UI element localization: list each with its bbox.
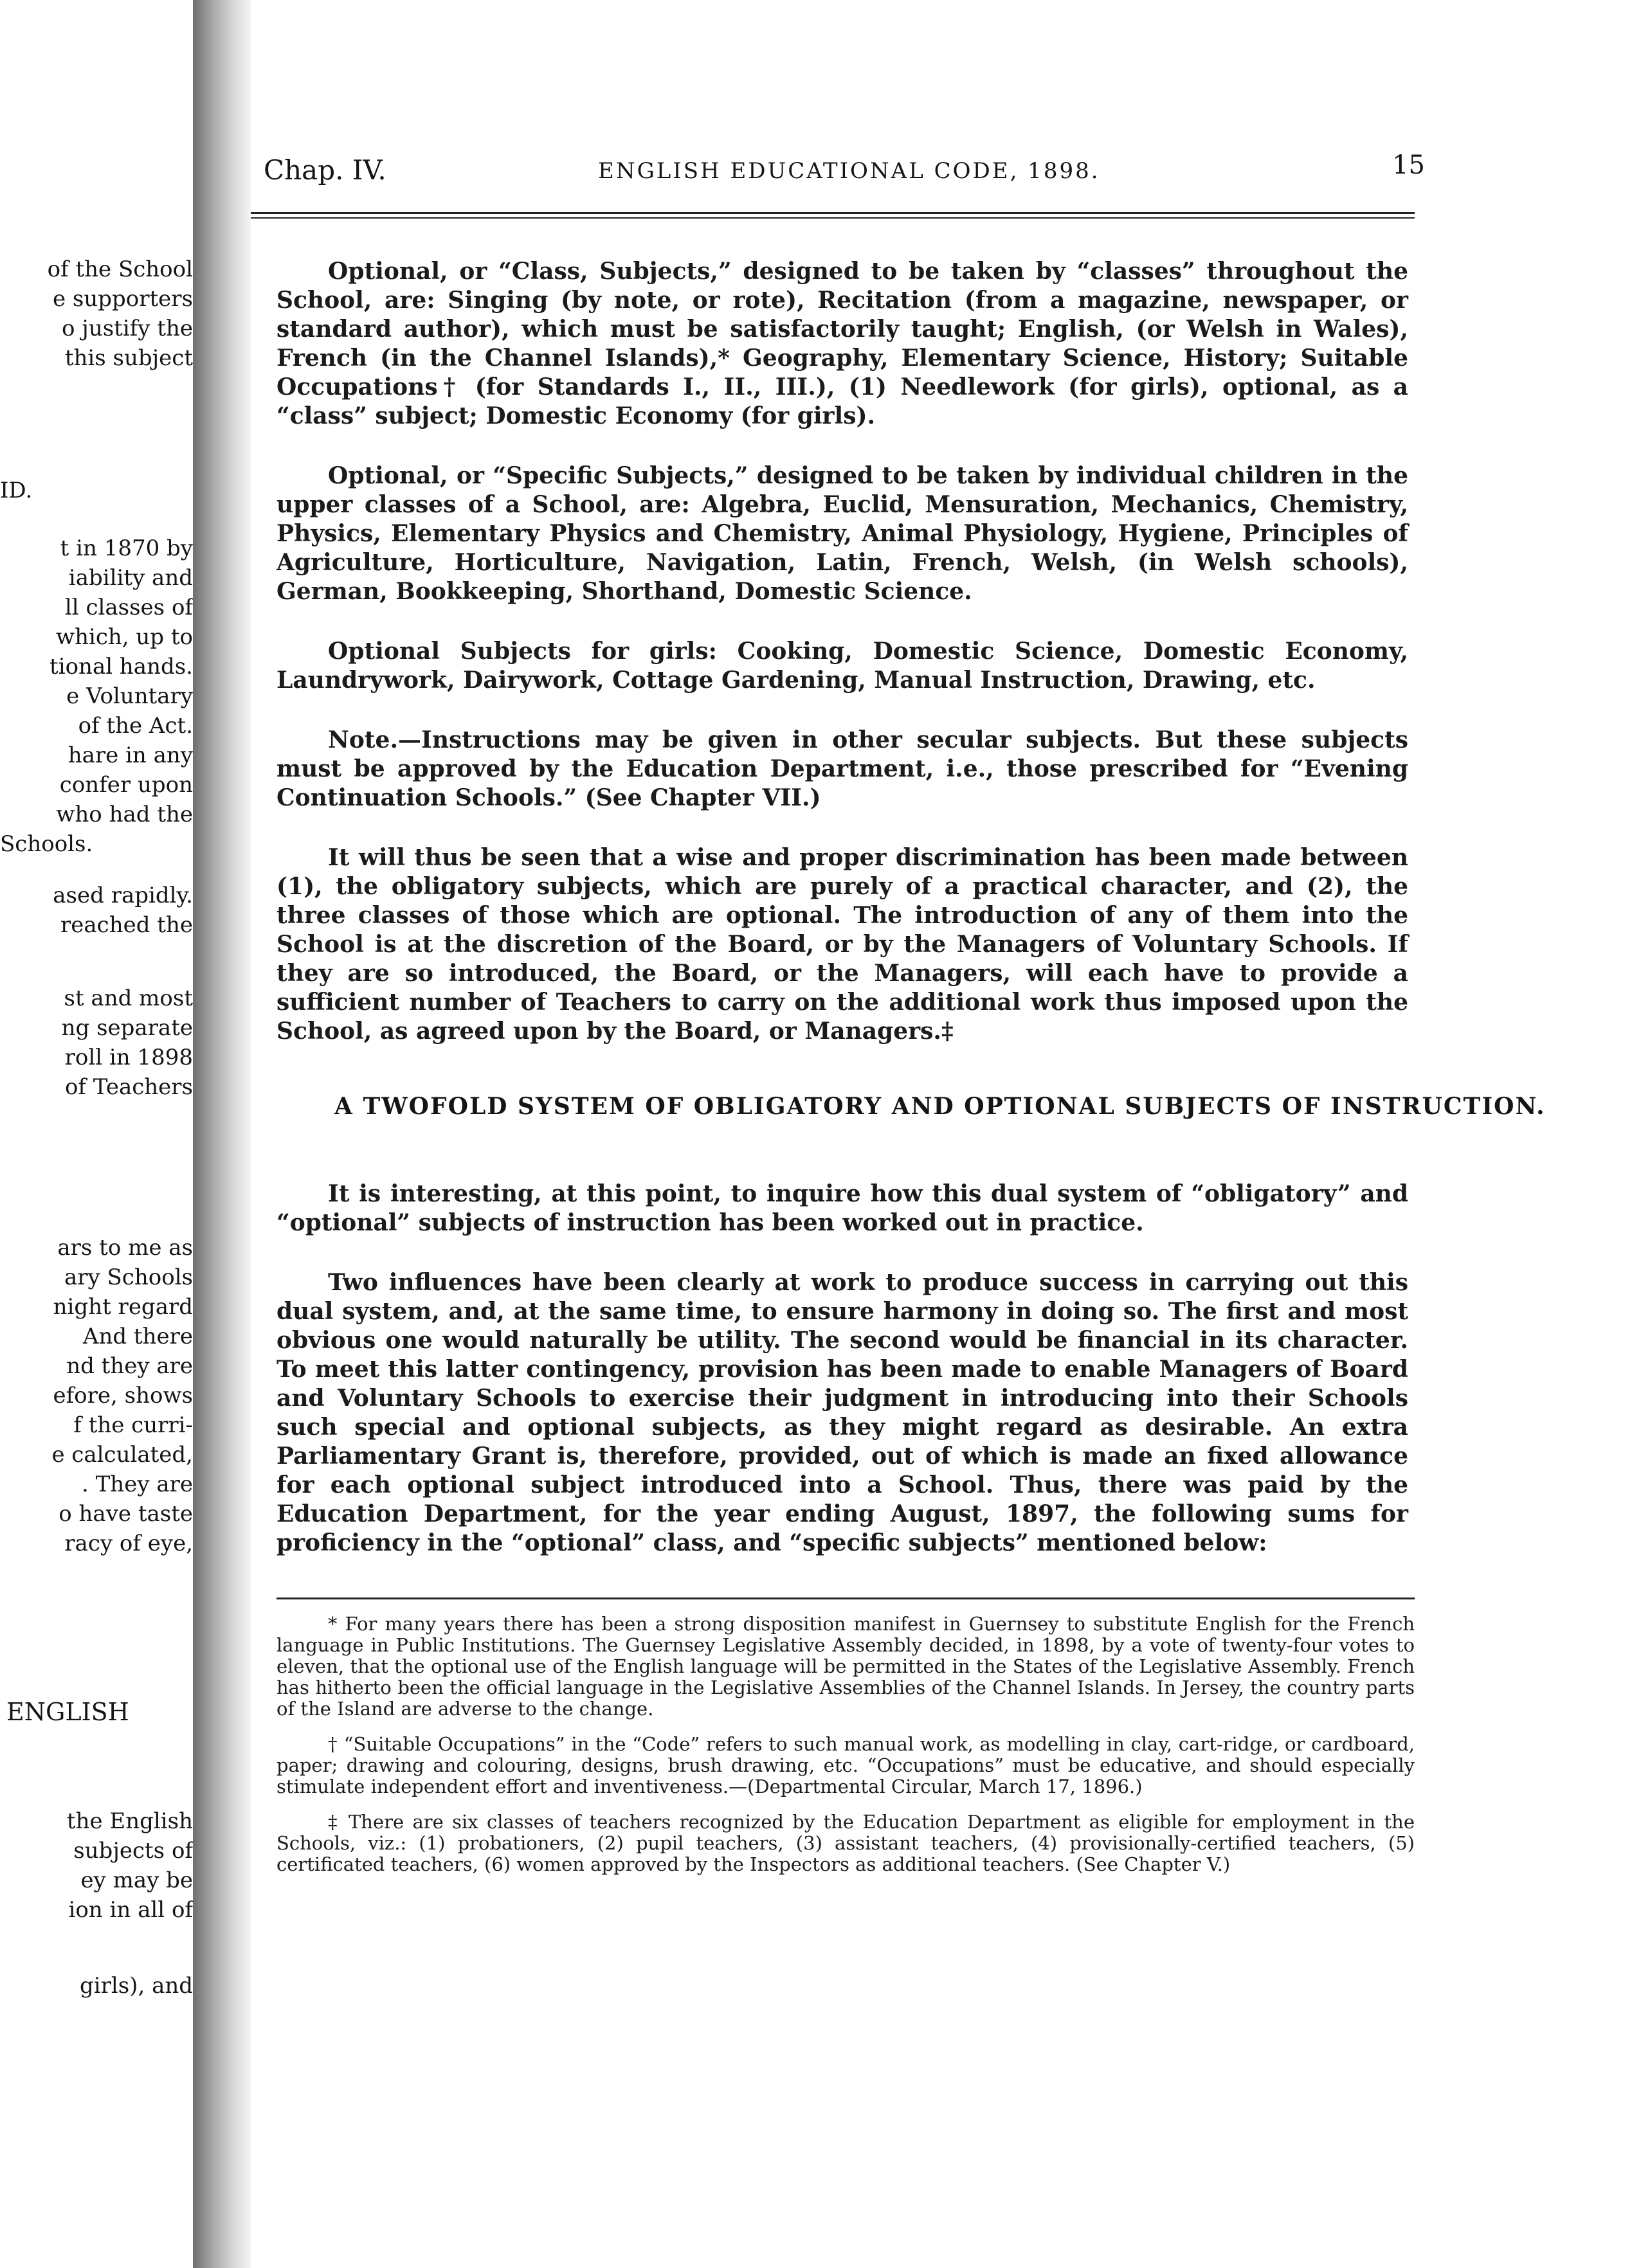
paragraph-specific-subjects: Optional, or “Specific Subjects,” designed to be taken by individual children in the upper classes of a School, are: Algebra, Euclid, Mensuration, Mechanics, Chemistry, Physics, Elementary Physics and Chemistry, Animal Physiology, Hygiene, Principles of Agriculture, Horticulture, Navigation, Latin, French, Welsh, (in Welsh schools), German, Bookkeeping, Shorthand, Domestic Science. [277,462,1408,605]
main-text-block-continued [277,1180,1408,1558]
paragraph-class-subjects: Optional, or “Class, Subjects,” designed to be taken by “classes” throughout the School, are: Singing (by note, or rote), Recitation (from a magazine, newspaper, or standard author), which must be satisfactorily taught; English, (or Welsh in Wales), French (in the Channel Islands),* Geography, Elementary Science, History; Suitable Occupations† (for Standards I., II., III.), (1) Needlework (for girls), optional, as a “class” subject; Domestic Economy (for girls). [277,258,1408,429]
left-page-line: efore, shows [53,1383,193,1408]
left-page-line: the English [66,1808,193,1834]
left-page-line: girls), and [79,1973,193,1999]
left-page-line: e Voluntary [66,683,193,709]
main-text-block [277,257,1408,1046]
left-page-line: e calculated, [51,1442,193,1468]
footnote-rule [277,1598,1415,1599]
footnotes-block [277,1614,1415,1889]
book-gutter [193,0,251,2268]
left-page-heading: ENGLISH [6,1698,129,1726]
paragraph-girls-subjects: Optional Subjects for girls: Cooking, Domestic Science, Domestic Economy, Laundrywork, Dairywork, Cottage Gardening, Manual Instruction, Drawing, etc. [277,638,1408,694]
chapter-label: Chap. IV. [264,154,386,186]
header-rule-secondary [251,217,1415,219]
left-page-line: hare in any [68,742,193,768]
left-page-line: reached the [60,912,193,938]
paragraph-discrimination: It will thus be seen that a wise and proper discrimination has been made between (1), the obligatory subjects, which are purely of a practical character, and (2), the three classes of those which are optional. The introduction of any of them into the School is at the discretion of the Board, or by the Managers of Voluntary Schools. If they are so introduced, the Board, or the Managers, will each have to provide a sufficient number of Teachers to carry on the additional work thus imposed upon the School, as agreed upon by the Board, or Managers.‡ [277,844,1408,1045]
left-page-line: . They are [82,1472,193,1497]
left-page-line: ID. [0,478,33,503]
paragraph-dual-system: It is interesting, at this point, to inquire how this dual system of “obligatory” and “optional” subjects of instruction has been worked out in practice. [277,1180,1408,1236]
left-page-line: of Teachers [64,1074,193,1100]
footnote-suitable-occupations: † “Suitable Occupations” in the “Code” refers to such manual work, as modelling in clay, cart-ridge, or cardboard, paper; drawing and colouring, designs, brush drawing, etc. “Occupations” must be educative, and should especially stimulate independent effort and inventiveness.—(Departmental Circular, March 17, 1896.) [277,1733,1415,1797]
page-number: 15 [1392,150,1425,180]
left-page-line: t in 1870 by [60,536,193,561]
left-page-line: which, up to [55,624,193,650]
left-page-line: iability and [68,565,193,591]
left-page-line: tional hands. [50,654,193,680]
left-page-line: ey may be [80,1868,193,1893]
footnote-classes-of-teachers: ‡ There are six classes of teachers recognized by the Education Department as eligible for employment in the Schools, viz.: (1) probationers, (2) pupil teachers, (3) assistant teachers, (4) provisionally-certified teachers, (5) certificated teachers, (6) women approved by the Inspectors as additional teachers. (See Chapter V.) [277,1811,1415,1875]
left-page-line: this subject [64,345,193,371]
left-page-line: who had the [56,802,193,827]
left-facing-page [0,0,193,2268]
left-page-line: of the School [47,256,193,282]
header-rule [251,212,1415,214]
left-page-line: roll in 1898 [64,1045,193,1070]
running-header [264,150,1425,199]
left-page-line: night regard [53,1294,193,1320]
left-page-line: racy of eye, [64,1531,193,1556]
left-page-line: confer upon [59,772,193,798]
left-page-line: o have taste [59,1501,193,1527]
left-page-line: st and most [64,986,193,1011]
paragraph-note: Note.—Instructions may be given in other secular subjects. But these subjects must be approved by the Education Department, i.e., those prescribed for “Evening Continuation Schools.” (See Chapter VII.) [277,726,1408,811]
paragraph-two-influences: Two influences have been clearly at work to produce success in carrying out this dual system, and, at the same time, to ensure harmony in doing so. The first and most obvious one would naturally be utility. The second would be financial in its character. To meet this latter contingency, provision has been made to enable Managers of Board and Voluntary Schools to exercise their judgment in introducing into their Schools such special and optional subjects, as they might regard as desirable. An extra Parliamentary Grant is, therefore, provided, out of which is made an fixed allowance for each optional subject introduced into a School. Thus, there was paid by the Education Department, for the year ending August, 1897, the following sums for proficiency in the “optional” class, and “specific subjects” mentioned below: [277,1269,1408,1556]
section-heading: A TWOFOLD SYSTEM OF OBLIGATORY AND OPTIONAL SUBJECTS OF INSTRUCTION. [334,1093,1546,1120]
left-page-line: ion in all of [68,1897,193,1923]
left-page-line: subjects of [73,1838,193,1864]
left-page-line: ng separate [61,1015,193,1041]
left-page-line: e supporters [52,286,193,312]
running-title: ENGLISH EDUCATIONAL CODE, 1898. [598,158,1100,184]
left-page-line: o justify the [62,316,193,341]
left-page-line: ars to me as [57,1235,193,1261]
left-page-line: Schools. [0,831,93,857]
left-page-line: nd they are [66,1353,193,1379]
left-page-line: ll classes of [64,595,193,620]
right-page [251,0,1641,2268]
left-page-line: ary Schools [64,1264,193,1290]
left-page-line: of the Act. [78,713,193,739]
left-page-line: f the curri- [73,1412,193,1438]
left-page-line: And there [82,1324,193,1349]
left-page-line: ased rapidly. [53,883,193,908]
footnote-guernsey: * For many years there has been a strong disposition manifest in Guernsey to substitute English for the French language in Public Institutions. The Guernsey Legislative Assembly decided, in 1898, by a vote of twenty-four votes to eleven, that the optional use of the English language will be permitted in the States of the Legislative Assembly. French has hitherto been the official language in the Legislative Assemblies of the Channel Islands. In Jersey, the country parts of the Island are adverse to the change. [277,1613,1415,1720]
